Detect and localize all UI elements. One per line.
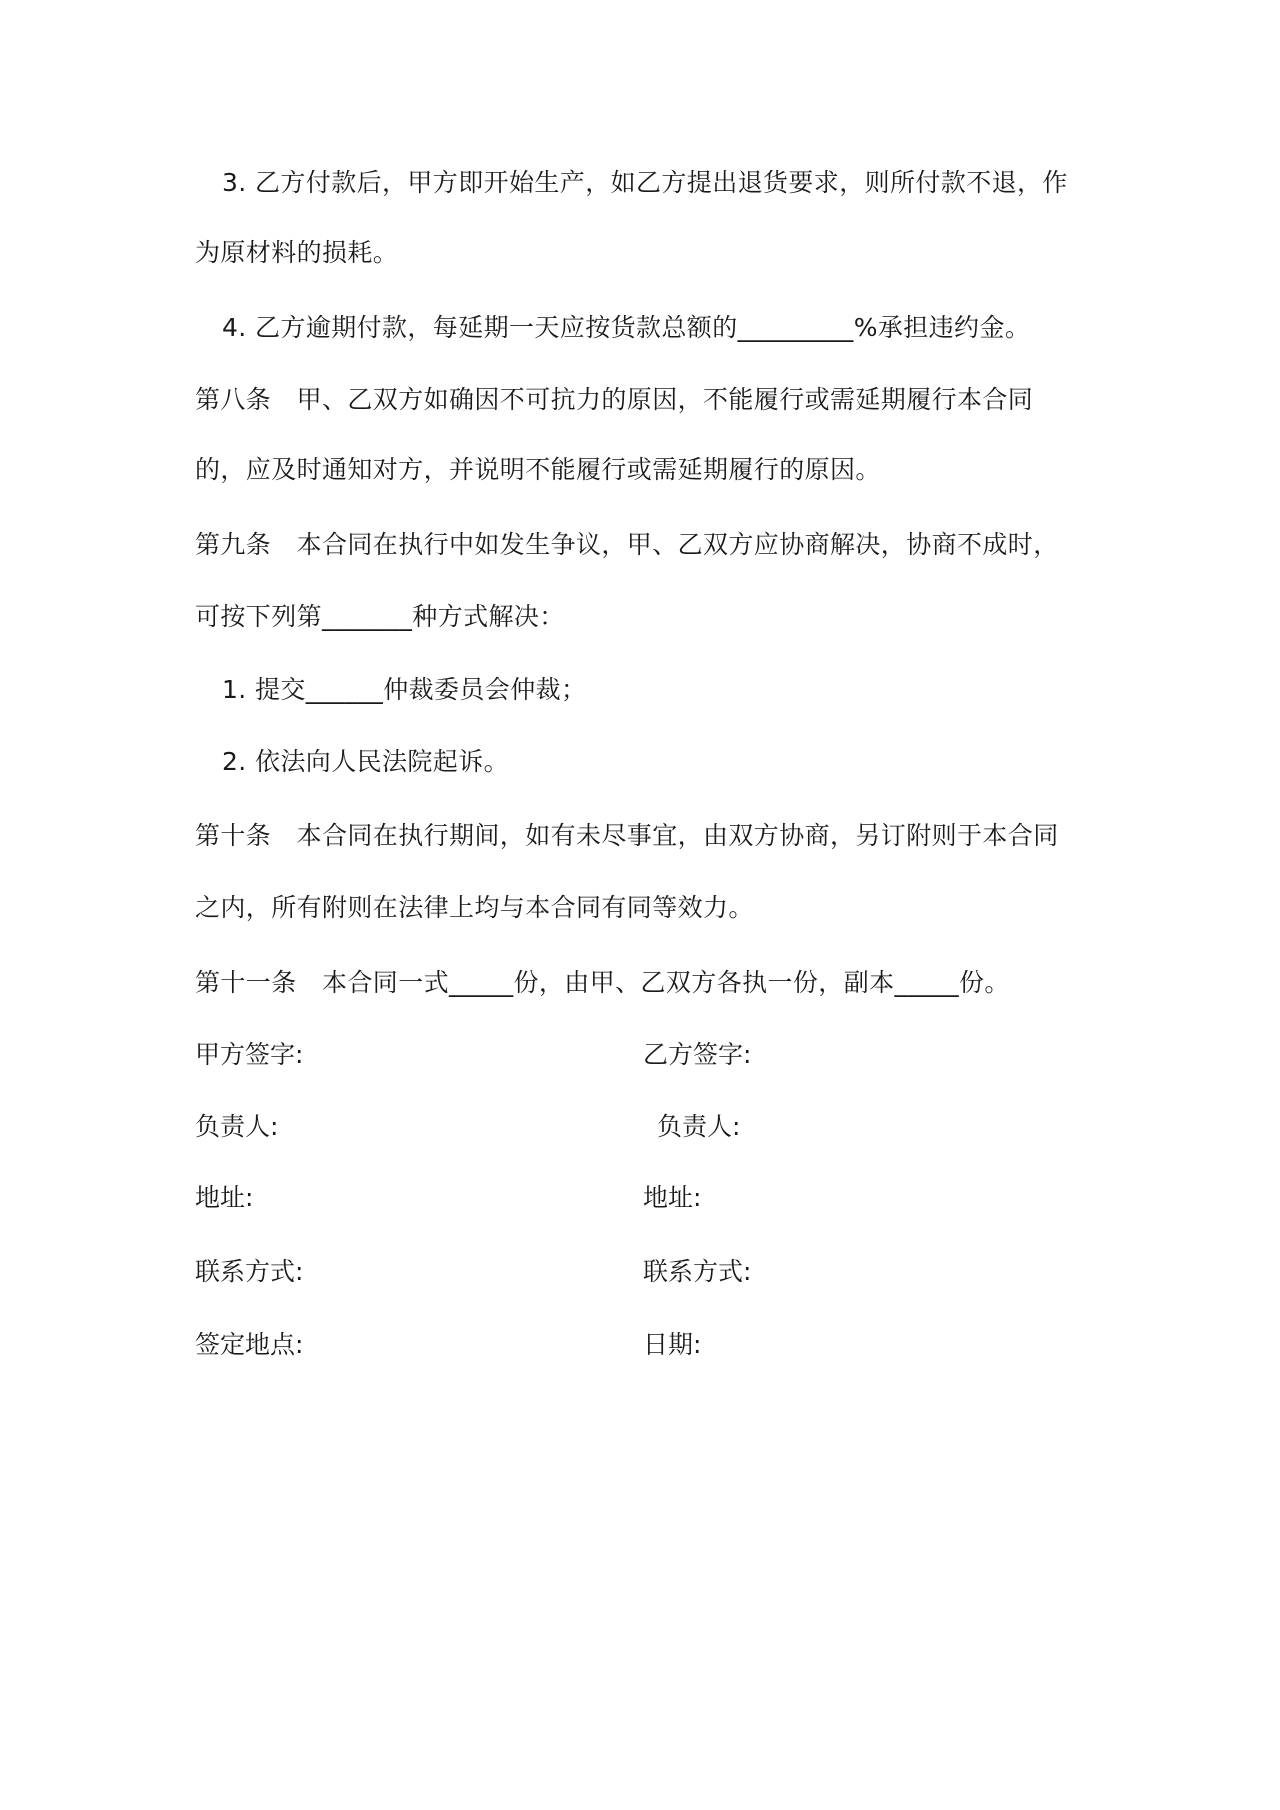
signature-row bbox=[195, 1252, 1095, 1292]
signature-row bbox=[195, 1325, 1095, 1365]
signature-row bbox=[195, 1178, 1095, 1218]
article-8-line1: 第八条 甲、乙双方如确因不可抗力的原因，不能履行或需延期履行本合同 bbox=[195, 385, 1034, 414]
article-9-line2: 可按下列第_______种方式解决： bbox=[195, 602, 565, 631]
party-b-responsible-label: 负责人: bbox=[657, 1112, 741, 1141]
party-a-contact-label: 联系方式: bbox=[195, 1257, 304, 1286]
article-9-option2: 2. 依法向人民法院起诉。 bbox=[222, 747, 510, 776]
article-10-line1: 第十条 本合同在执行期间，如有未尽事宜，由双方协商，另订附则于本合同 bbox=[195, 821, 1059, 850]
clause-item3-line2: 为原材料的损耗。 bbox=[195, 238, 399, 267]
party-a-address-label: 地址: bbox=[195, 1183, 254, 1212]
article-8-line2: 的，应及时通知对方，并说明不能履行或需延期履行的原因。 bbox=[195, 455, 881, 484]
article-11: 第十一条 本合同一式_____份，由甲、乙双方各执一份，副本_____份。 bbox=[195, 968, 1010, 997]
party-b-address-label: 地址: bbox=[643, 1183, 702, 1212]
article-9-line1: 第九条 本合同在执行中如发生争议，甲、乙双方应协商解决，协商不成时， bbox=[195, 530, 1059, 559]
party-a-responsible-label: 负责人: bbox=[195, 1112, 279, 1141]
signature-row bbox=[195, 1107, 1095, 1147]
clause-item4: 4. 乙方逾期付款，每延期一天应按货款总额的_________%承担违约金。 bbox=[222, 313, 1031, 342]
date-label: 日期: bbox=[643, 1330, 702, 1359]
signature-row bbox=[195, 1035, 1095, 1075]
article-9-option1: 1. 提交______仲裁委员会仲裁； bbox=[222, 675, 587, 704]
clause-item3-line1: 3. 乙方付款后，甲方即开始生产，如乙方提出退货要求，则所付款不退，作 bbox=[222, 168, 1068, 197]
party-a-signature-label: 甲方签字: bbox=[195, 1040, 304, 1069]
party-b-contact-label: 联系方式: bbox=[643, 1257, 752, 1286]
party-b-signature-label: 乙方签字: bbox=[643, 1040, 752, 1069]
article-10-line2: 之内，所有附则在法律上均与本合同有同等效力。 bbox=[195, 893, 754, 922]
signing-place-label: 签定地点: bbox=[195, 1330, 304, 1359]
